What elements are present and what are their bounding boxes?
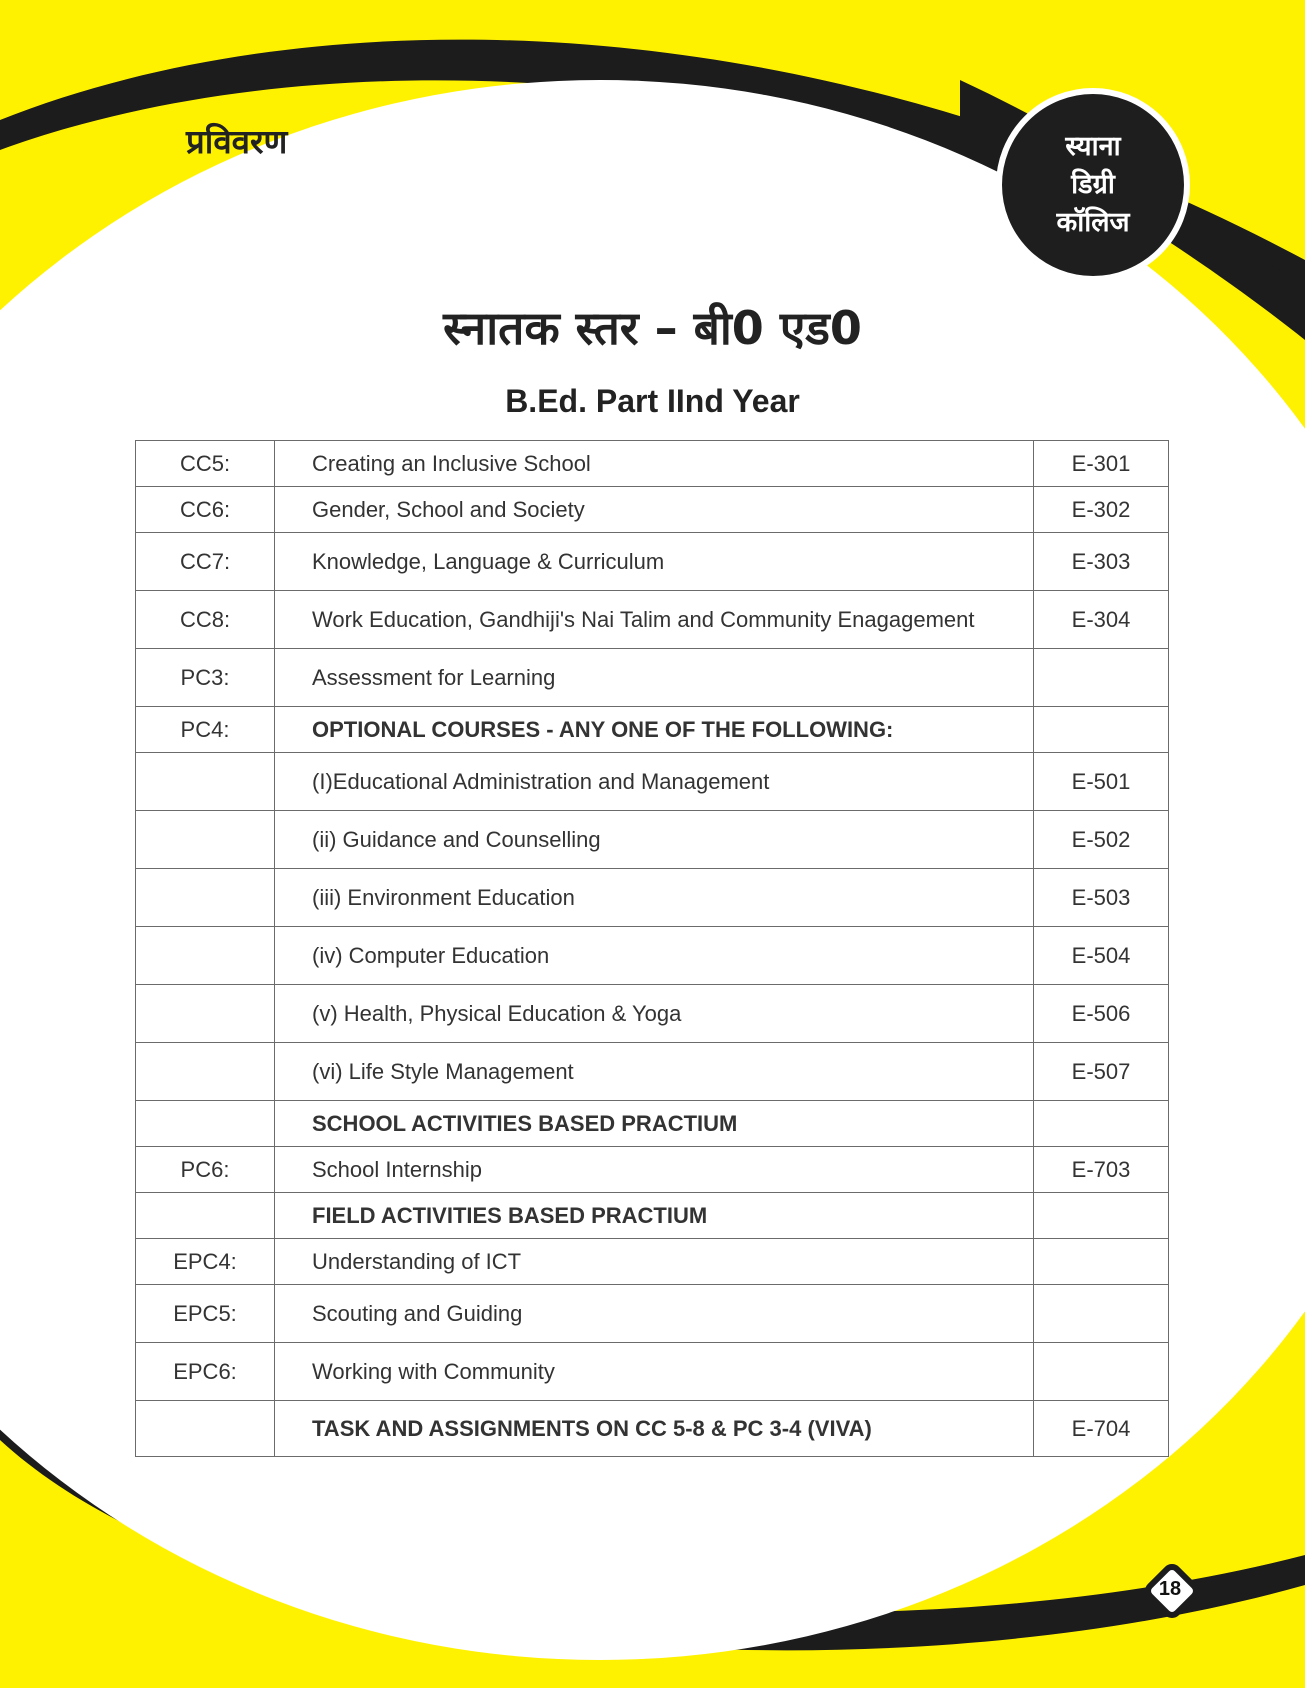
course-title: (I)Educational Administration and Management bbox=[275, 753, 1034, 811]
paper-code bbox=[1034, 707, 1169, 753]
paper-code bbox=[1034, 1239, 1169, 1285]
course-code: CC8: bbox=[136, 591, 275, 649]
badge-line-3: कॉलिज bbox=[1056, 207, 1130, 238]
paper-code: E-304 bbox=[1034, 591, 1169, 649]
course-code: EPC4: bbox=[136, 1239, 275, 1285]
course-code: CC6: bbox=[136, 487, 275, 533]
page-subtitle: B.Ed. Part IInd Year bbox=[505, 383, 800, 419]
paper-code: E-504 bbox=[1034, 927, 1169, 985]
paper-code: E-502 bbox=[1034, 811, 1169, 869]
table-row-heading bbox=[136, 1101, 1169, 1147]
table-row-heading bbox=[136, 707, 1169, 753]
course-code bbox=[136, 811, 275, 869]
paper-code: E-301 bbox=[1034, 441, 1169, 487]
course-title: SCHOOL ACTIVITIES BASED PRACTIUM bbox=[275, 1101, 1034, 1147]
table-row-heading bbox=[136, 1401, 1169, 1457]
paper-code bbox=[1034, 1343, 1169, 1401]
course-title: Work Education, Gandhiji's Nai Talim and Community Enagagement bbox=[275, 591, 1034, 649]
table-row bbox=[136, 591, 1169, 649]
table-row bbox=[136, 441, 1169, 487]
course-title: Assessment for Learning bbox=[275, 649, 1034, 707]
paper-code: E-302 bbox=[1034, 487, 1169, 533]
course-title: (iii) Environment Education bbox=[275, 869, 1034, 927]
course-title: Scouting and Guiding bbox=[275, 1285, 1034, 1343]
course-code bbox=[136, 753, 275, 811]
course-title: (vi) Life Style Management bbox=[275, 1043, 1034, 1101]
paper-code bbox=[1034, 649, 1169, 707]
paper-code: E-703 bbox=[1034, 1147, 1169, 1193]
course-title: (v) Health, Physical Education & Yoga bbox=[275, 985, 1034, 1043]
paper-code: E-303 bbox=[1034, 533, 1169, 591]
paper-code: E-506 bbox=[1034, 985, 1169, 1043]
paper-code bbox=[1034, 1285, 1169, 1343]
course-title: FIELD ACTIVITIES BASED PRACTIUM bbox=[275, 1193, 1034, 1239]
paper-code: E-704 bbox=[1034, 1401, 1169, 1457]
table-row bbox=[136, 869, 1169, 927]
page-number: 18 bbox=[1158, 1578, 1182, 1600]
paper-code: E-507 bbox=[1034, 1043, 1169, 1101]
course-title: (ii) Guidance and Counselling bbox=[275, 811, 1034, 869]
badge-line-2: डिग्री bbox=[1071, 169, 1115, 200]
course-code: EPC5: bbox=[136, 1285, 275, 1343]
table-row bbox=[136, 1239, 1169, 1285]
course-code bbox=[136, 1101, 275, 1147]
section-label: प्रविवरण bbox=[186, 122, 288, 161]
table-row bbox=[136, 985, 1169, 1043]
course-code: PC4: bbox=[136, 707, 275, 753]
course-code: PC3: bbox=[136, 649, 275, 707]
course-title: OPTIONAL COURSES - ANY ONE OF THE FOLLOWING: bbox=[275, 707, 1034, 753]
badge-line-1: स्याना bbox=[1065, 131, 1121, 162]
course-title: (iv) Computer Education bbox=[275, 927, 1034, 985]
course-code bbox=[136, 1043, 275, 1101]
course-code: PC6: bbox=[136, 1147, 275, 1193]
table-row bbox=[136, 1285, 1169, 1343]
page-title-hindi: स्नातक स्तर – बी0 एड0 bbox=[443, 301, 862, 355]
course-table bbox=[135, 440, 1169, 1457]
table-row bbox=[136, 1043, 1169, 1101]
course-code: CC5: bbox=[136, 441, 275, 487]
course-title: Gender, School and Society bbox=[275, 487, 1034, 533]
course-title: Working with Community bbox=[275, 1343, 1034, 1401]
course-code: CC7: bbox=[136, 533, 275, 591]
paper-code: E-501 bbox=[1034, 753, 1169, 811]
table-row bbox=[136, 1343, 1169, 1401]
course-title: Knowledge, Language & Curriculum bbox=[275, 533, 1034, 591]
table-row bbox=[136, 753, 1169, 811]
course-code bbox=[136, 869, 275, 927]
table-row-heading bbox=[136, 1193, 1169, 1239]
table-row bbox=[136, 487, 1169, 533]
course-code bbox=[136, 985, 275, 1043]
table-row bbox=[136, 649, 1169, 707]
paper-code bbox=[1034, 1101, 1169, 1147]
paper-code bbox=[1034, 1193, 1169, 1239]
table-row bbox=[136, 927, 1169, 985]
table-row bbox=[136, 533, 1169, 591]
college-badge bbox=[998, 104, 1188, 266]
course-code: EPC6: bbox=[136, 1343, 275, 1401]
course-title: Understanding of ICT bbox=[275, 1239, 1034, 1285]
course-code bbox=[136, 1401, 275, 1457]
course-code bbox=[136, 927, 275, 985]
course-title: Creating an Inclusive School bbox=[275, 441, 1034, 487]
course-code bbox=[136, 1193, 275, 1239]
paper-code: E-503 bbox=[1034, 869, 1169, 927]
table-row bbox=[136, 811, 1169, 869]
course-title: School Internship bbox=[275, 1147, 1034, 1193]
course-title: TASK AND ASSIGNMENTS ON CC 5-8 & PC 3-4 (VIVA) bbox=[275, 1401, 1034, 1457]
table-row bbox=[136, 1147, 1169, 1193]
